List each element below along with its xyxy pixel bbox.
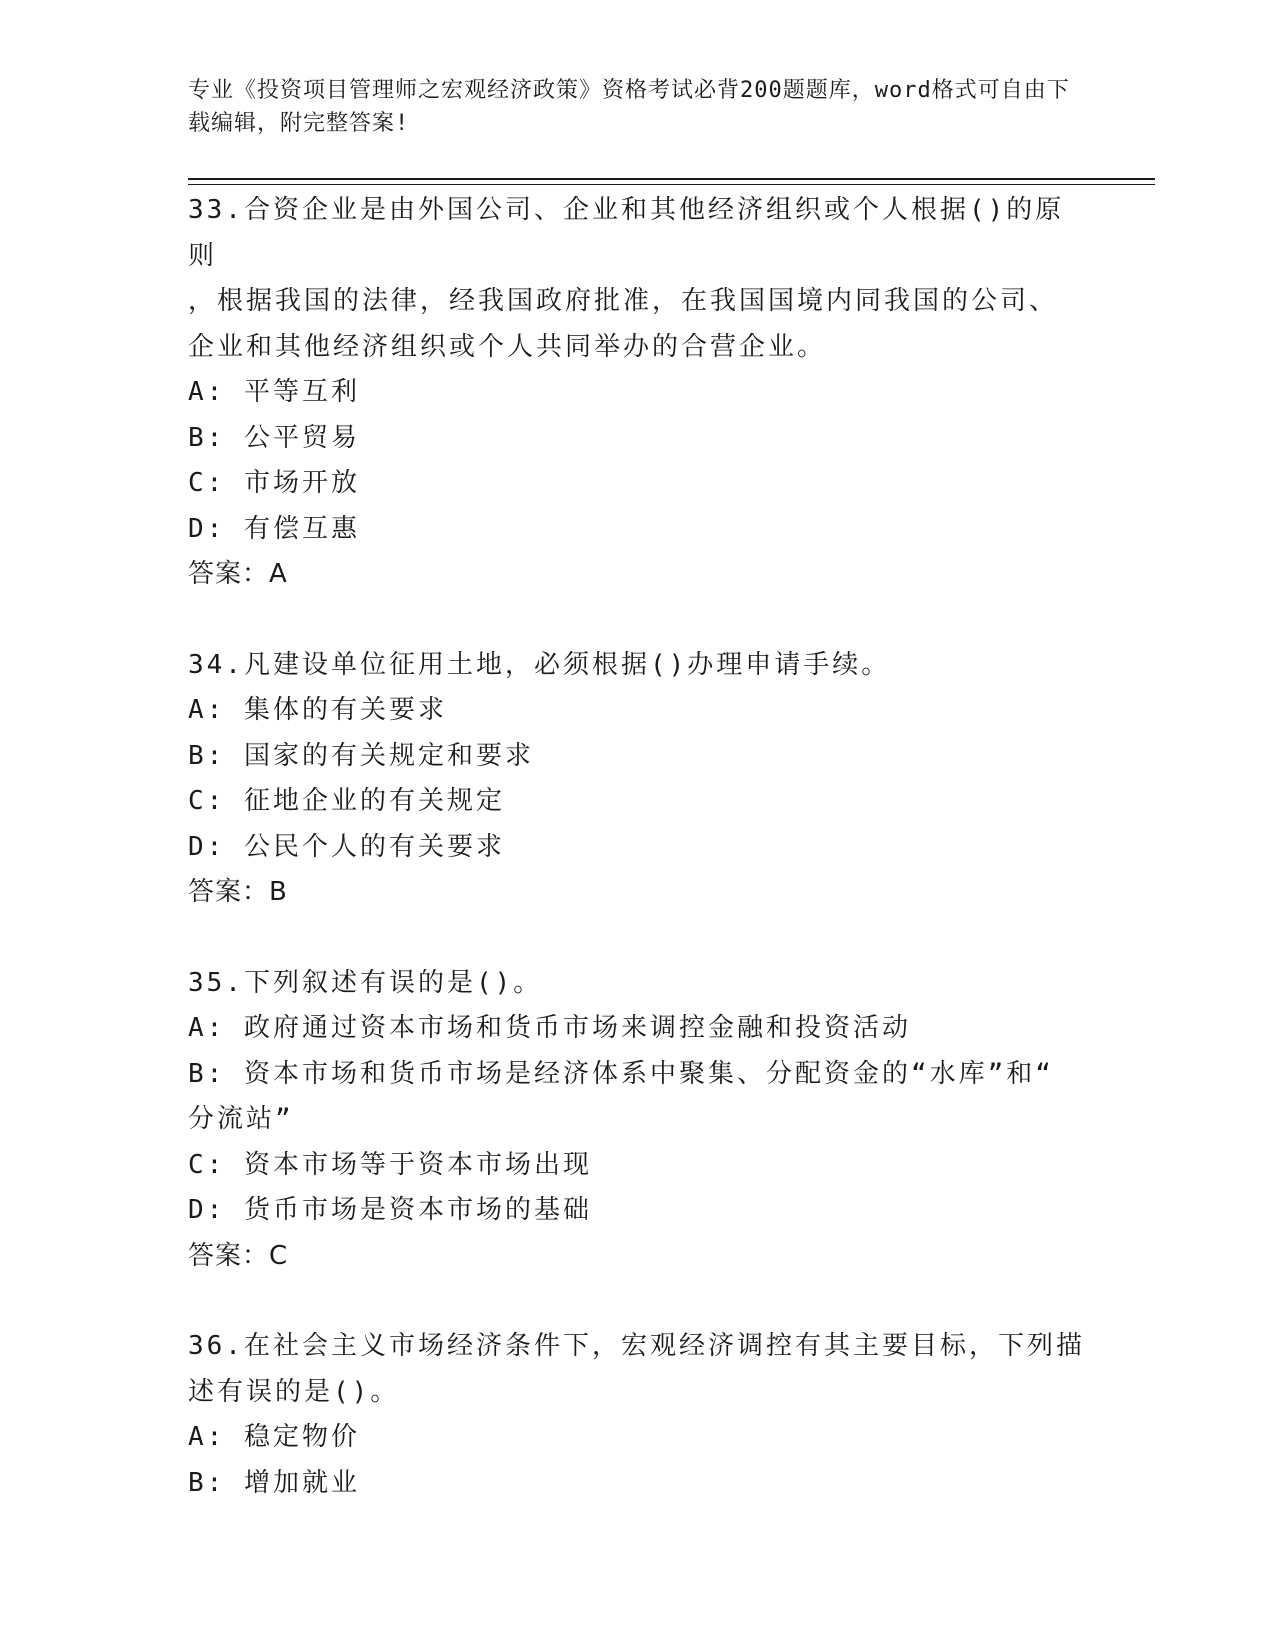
option-d: D: 公民个人的有关要求 (188, 831, 505, 862)
question-stem-line: 36.在社会主义市场经济条件下，宏观经济调控有其主要目标，下列描 (188, 1331, 1085, 1361)
option-a: A: 稳定物价 (188, 1422, 360, 1452)
spacer (188, 916, 1088, 961)
answer: 答案：C (188, 1240, 289, 1271)
question-stem-line: 33.合资企业是由外国公司、企业和其他经济组织或个人根据()的原则 (188, 195, 1065, 271)
option-c: C: 资本市场等于资本市场出现 (188, 1149, 592, 1180)
header-rule (188, 178, 1155, 180)
option-b: B: 国家的有关规定和要求 (188, 740, 534, 771)
option-b-continued: 分流站” (188, 1104, 294, 1134)
question-stem-line: 35.下列叙述有误的是()。 (188, 967, 543, 998)
header-rule-thin (188, 184, 1155, 185)
spacer (188, 598, 1088, 643)
question-stem-line: ，根据我国的法律，经我国政府批准，在我国国境内同我国的公司、 (188, 286, 1059, 316)
option-c: C: 市场开放 (188, 468, 360, 498)
option-b: B: 公平贸易 (188, 422, 360, 453)
question-36 (188, 1324, 1088, 1506)
document-header: 专业《投资项目管理师之宏观经济政策》资格考试必背200题题库，word格式可自由下载编辑，附完整答案! (188, 78, 1070, 136)
question-35 (188, 961, 1088, 1280)
question-stem-line: 34.凡建设单位征用土地，必须根据()办理申请手续。 (188, 649, 891, 680)
question-list (188, 188, 1088, 1506)
answer: 答案：B (188, 877, 288, 907)
option-a: A: 集体的有关要求 (188, 695, 447, 725)
option-c: C: 征地企业的有关规定 (188, 786, 505, 816)
option-b: B: 资本市场和货币市场是经济体系中聚集、分配资金的“水库”和“ (188, 1058, 1054, 1089)
option-d: D: 货币市场是资本市场的基础 (188, 1195, 592, 1225)
spacer (188, 1279, 1088, 1324)
question-34 (188, 643, 1088, 916)
question-stem-line: 述有误的是()。 (188, 1376, 400, 1407)
option-d: D: 有偿互惠 (188, 513, 360, 544)
answer: 答案：A (188, 559, 288, 589)
option-b: B: 增加就业 (188, 1467, 360, 1498)
question-stem-line: 企业和其他经济组织或个人共同举办的合营企业。 (188, 331, 827, 362)
option-a: A: 平等互利 (188, 377, 360, 407)
option-a: A: 政府通过资本市场和货币市场来调控金融和投资活动 (188, 1013, 911, 1043)
question-33 (188, 188, 1088, 598)
